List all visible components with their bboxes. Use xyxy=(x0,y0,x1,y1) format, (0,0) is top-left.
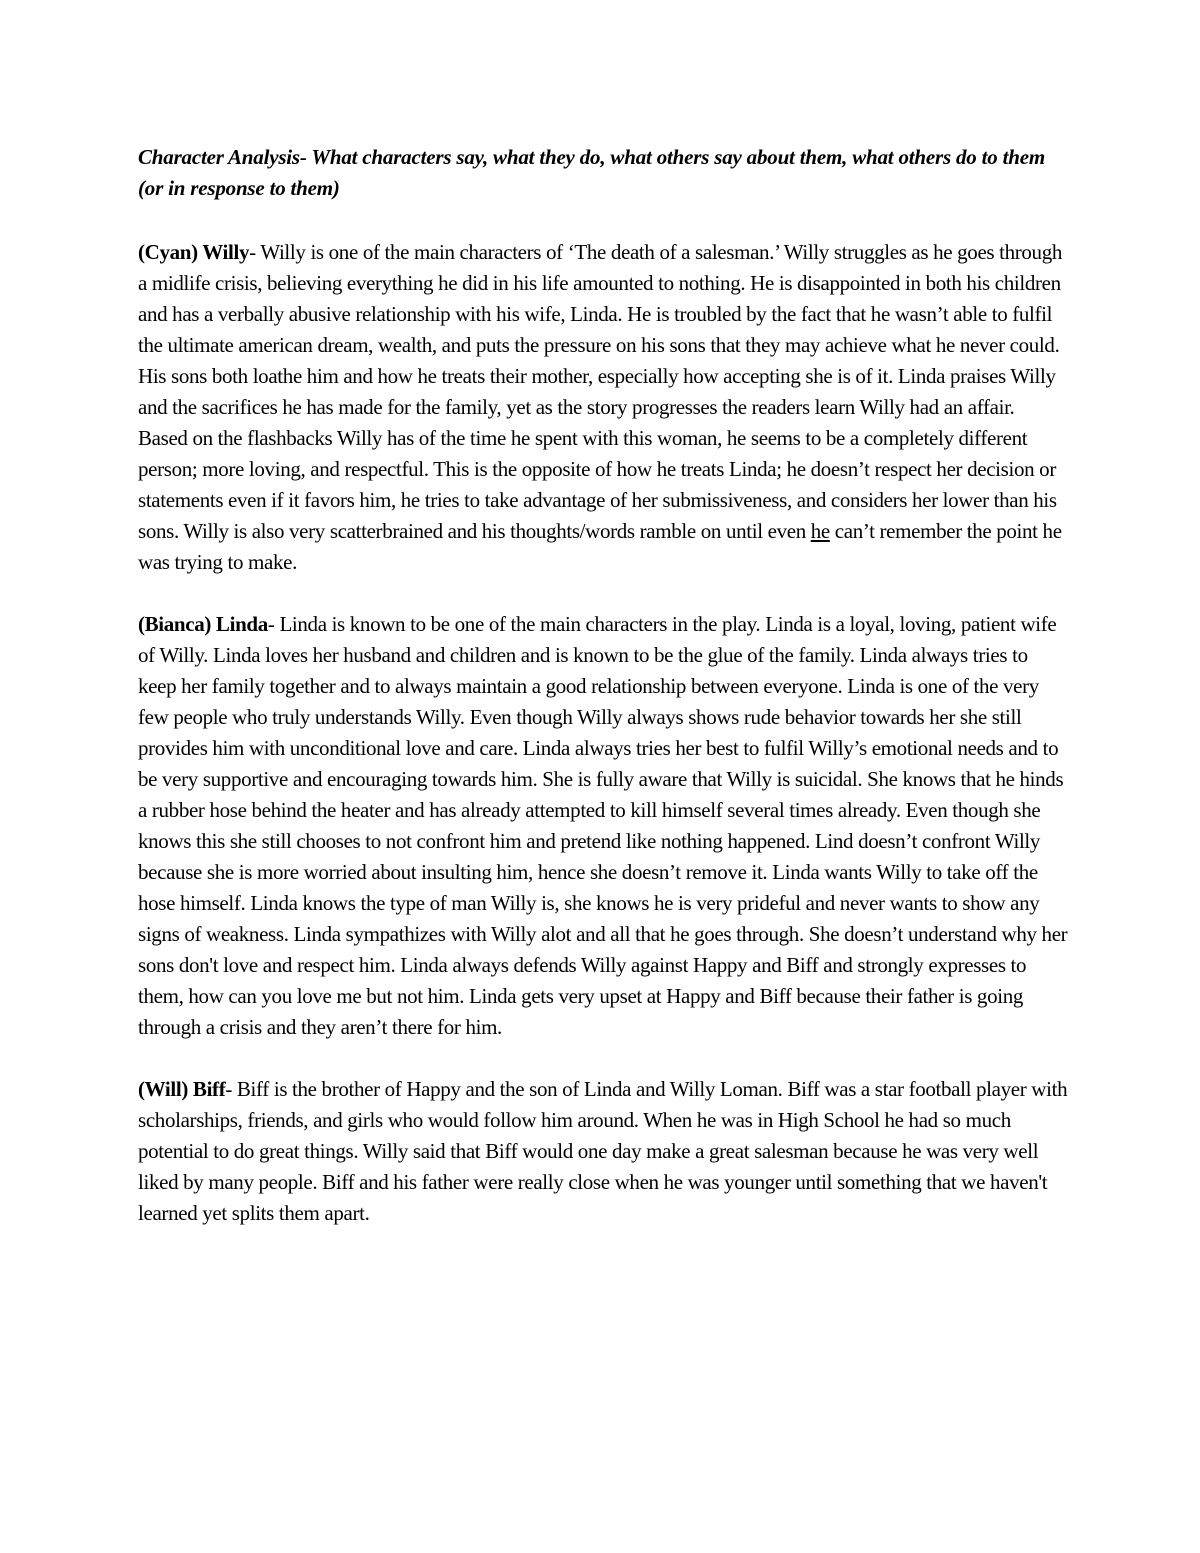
section-heading-biff: (Will) Biff xyxy=(138,1077,226,1101)
section-body-willy: Willy is one of the main characters of ‘The death of a salesman.’ Willy struggles as he goes through a midlife crisis, believing everything he did in his life amounted to nothing. He is disappointed in both his children and has a verbally abusive relationship with his wife, Linda. He is troubled by the fact that he wasn’t able to fulfil the ultimate american dream, wealth, and puts the pressure on his sons that they may achieve what he never could. His sons both loathe him and how he treats their mother, especially how accepting she is of it. Linda praises Willy and the sacrifices he has made for the family, yet as the story progresses the readers learn Willy had an affair. Based on the flashbacks Willy has of the time he spent with this woman, he seems to be a completely different person; more loving, and respectful. This is the opposite of how he treats Linda; he doesn’t respect her decision or statements even if it favors him, he tries to take advantage of her submissiveness, and considers her lower than his sons. Willy is also very scatterbrained and his thoughts/words ramble on until even xyxy=(138,240,1063,543)
section-separator-biff: - xyxy=(225,1077,237,1101)
section-separator-linda: - xyxy=(267,612,280,636)
section-body-willy-end: can’t remember the point he was trying to make. xyxy=(138,519,1062,574)
section-heading-linda: (Bianca) Linda xyxy=(138,612,268,636)
document-body xyxy=(138,142,1068,1260)
underlined-word-he: he xyxy=(810,519,830,543)
document-title: Character Analysis- What characters say, what they do, what others say about them, what others do to them (or in response to them) xyxy=(138,145,1046,200)
section-heading-willy: (Cyan) Willy xyxy=(138,240,250,264)
section-body-linda: Linda is known to be one of the main characters in the play. Linda is a loyal, loving, patient wife of Willy. Linda loves her husband and children and is known to be the glue of the family. Linda always tries to keep her family together and to always maintain a good relationship between everyone. Linda is one of the very few people who truly understands Willy. Even though Willy always shows rude behavior towards her she still provides him with unconditional love and care. Linda always tries her best to fulfil Willy’s emotional needs and to be very supportive and encouraging towards him. She is fully aware that Willy is suicidal. She knows that he hinds a rubber hose behind the heater and has already attempted to kill himself several times already. Even though she knows this she still chooses to not confront him and pretend like nothing happened. Lind doesn’t confront Willy because she is more worried about insulting him, hence she doesn’t remove it. Linda wants Willy to take off the hose himself. Linda knows the type of man Willy is, she knows he is very prideful and never wants to show any signs of weakness. Linda sympathizes with Willy alot and all that he goes through. She doesn’t understand why her sons don't love and respect him. Linda always defends Willy against Happy and Biff and strongly expresses to them, how can you love me but not him. Linda gets very upset at Happy and Biff because their father is going through a crisis and they aren’t there for him. xyxy=(138,612,1068,1039)
section-linda xyxy=(138,609,1068,1043)
section-body-biff: Biff is the brother of Happy and the son of Linda and Willy Loman. Biff was a star football player with scholarships, friends, and girls who would follow him around. When he was in High School he had so much potential to do great things. Willy said that Biff would one day make a great salesman because he was very well liked by many people. Biff and his father were really close when he was younger until something that we haven't learned yet splits them apart. xyxy=(138,1077,1068,1225)
section-biff xyxy=(138,1074,1068,1229)
section-separator-willy: - xyxy=(249,240,261,264)
section-willy xyxy=(138,237,1068,578)
